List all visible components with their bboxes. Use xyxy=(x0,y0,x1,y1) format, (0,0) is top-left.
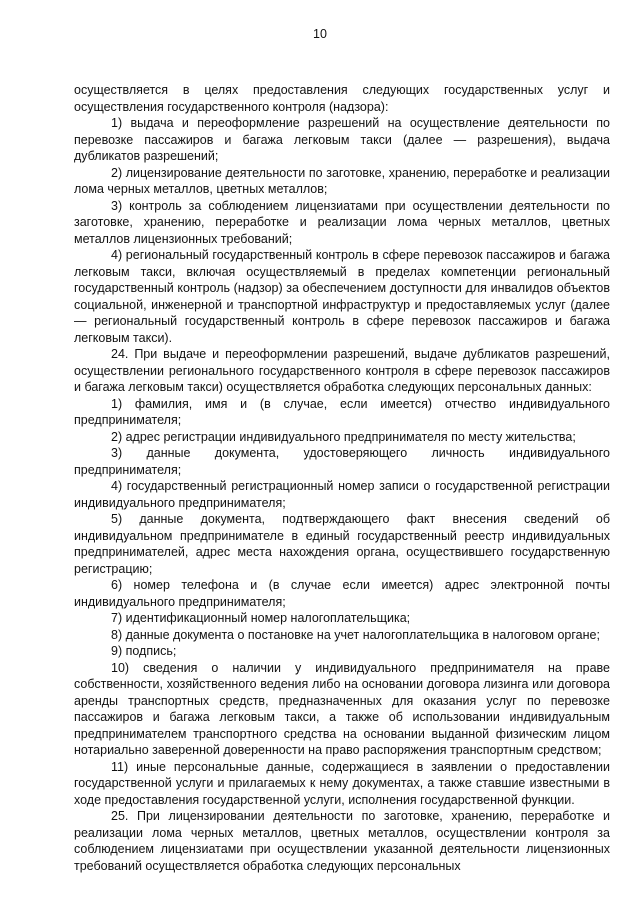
paragraph: 9) подпись; xyxy=(111,644,177,658)
paragraph: осуществляется в целях предоставления следующих государственных услуг и осуществления государственного контроля (надзора): xyxy=(74,83,610,114)
paragraph: 1) выдача и переоформление разрешений на осуществление деятельности по перевозке пассажиров и багажа легковым такси (далее — разрешения), выдача дубликатов разрешений; xyxy=(74,116,610,163)
paragraph: 4) региональный государственный контроль в сфере перевозок пассажиров и багажа легковым такси, включая осуществляемый в пределах компетенции региональный государственный контроль (надзор) за обеспечением доступности для инвалидов объектов социальной, инженерной и транспортной инфраструктур и предоставляемых услуг (далее — региональный государственный контроль в сфере перевозок пассажиров и багажа легковым такси). xyxy=(74,248,610,345)
paragraph: 24. При выдаче и переоформлении разрешений, выдаче дубликатов разрешений, осуществлении регионального государственного контроля в сфере перевозок пассажиров и багажа легковым такси) осуществляется обработка следующих персональных данных: xyxy=(74,347,610,394)
paragraph: 11) иные персональные данные, содержащиеся в заявлении о предоставлении государственной услуги и прилагаемых к нему документах, а также ставшие известными в ходе предоставления государственной услуги, исполнения государственной функции. xyxy=(74,759,610,807)
paragraph: 2) адрес регистрации индивидуального предпринимателя по месту жительства; xyxy=(111,429,576,444)
paragraph: 3) данные документа, удостоверяющего личность индивидуального предпринимателя; xyxy=(74,446,610,477)
paragraph: 5) данные документа, подтверждающего факт внесения сведений об индивидуальном предпринимателе в единый государственный реестр индивидуальных предпринимателей, адрес места нахождения органа, осуществившего государственную регистрацию; xyxy=(74,512,610,576)
paragraph: 7) идентификационный номер налогоплательщика; xyxy=(111,611,411,625)
page-number: 10 xyxy=(313,27,327,41)
paragraph: 8) данные документа о постановке на учет налогоплательщика в налоговом органе; xyxy=(111,627,600,642)
document-body xyxy=(74,82,610,874)
paragraph: 1) фамилия, имя и (в случае, если имеется) отчество индивидуального предпринимателя; xyxy=(74,396,610,427)
paragraph: 6) номер телефона и (в случае если имеется) адрес электронной почты индивидуального предпринимателя; xyxy=(74,578,610,609)
paragraph: 10) сведения о наличии у индивидуального предпринимателя на праве собственности, хозяйственного ведения либо на основании договора лизинга или договора аренды транспортных средств, предназначенных для оказания услуг по перевозке пассажиров и багажа легковым такси, а также об использовании индивидуальным предпринимателем транспортного средства на основании выданной физическим лицом нотариально заверенной доверенности на право распоряжения транспортным средством; xyxy=(74,660,610,757)
paragraph: 2) лицензирование деятельности по заготовке, хранению, переработке и реализации лома черных металлов, цветных металлов; xyxy=(74,165,610,196)
paragraph: 4) государственный регистрационный номер записи о государственной регистрации индивидуального предпринимателя; xyxy=(74,479,610,510)
paragraph: 3) контроль за соблюдением лицензиатами при осуществлении деятельности по заготовке, хранению, переработке и реализации лома черных металлов, цветных металлов лицензионных требований; xyxy=(74,198,610,246)
paragraph: 25. При лицензировании деятельности по заготовке, хранению, переработке и реализации лома черных металлов, цветных металлов, осуществлении контроля за соблюдением лицензиатами при осуществлении указанной деятельности лицензионных требований осуществляется обработка следующих персональных xyxy=(74,809,610,873)
